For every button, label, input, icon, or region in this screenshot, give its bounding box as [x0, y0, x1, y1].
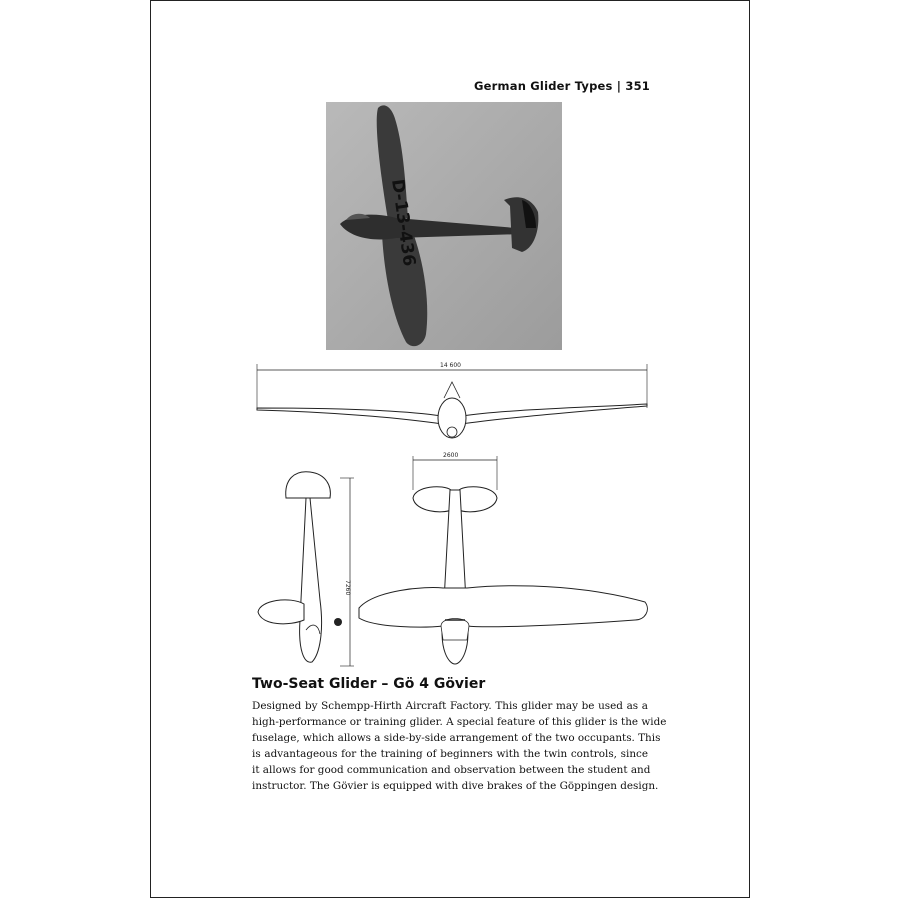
- span-dimension-label: 14 600: [440, 362, 461, 369]
- running-head: German Glider Types | 351: [474, 79, 650, 93]
- registration-upper: D-13-436: [387, 177, 420, 268]
- front-view-drawing: [252, 358, 652, 453]
- glider-photo: [326, 102, 562, 350]
- side-view-drawing: [250, 450, 360, 675]
- body-line: instructor. The Gövier is equipped with dive brakes of the Göppingen design.: [252, 780, 659, 792]
- article-body: [252, 698, 667, 794]
- tail-span-dimension-label: 2600: [443, 452, 459, 459]
- length-dimension-label: 7260: [344, 580, 351, 596]
- plan-view-drawing: [355, 450, 651, 675]
- body-line: it allows for good communication and observation between the student and: [252, 764, 651, 776]
- article-title: Two-Seat Glider – Gö 4 Gövier: [252, 676, 486, 692]
- body-line: fuselage, which allows a side-by-side arrangement of the two occupants. This: [252, 732, 661, 744]
- body-line: high-performance or training glider. A special feature of this glider is the wide: [252, 716, 667, 728]
- body-line: Designed by Schempp-Hirth Aircraft Factory. This glider may be used as a: [252, 700, 648, 712]
- body-line: is advantageous for the training of beginners with the twin controls, since: [252, 748, 648, 760]
